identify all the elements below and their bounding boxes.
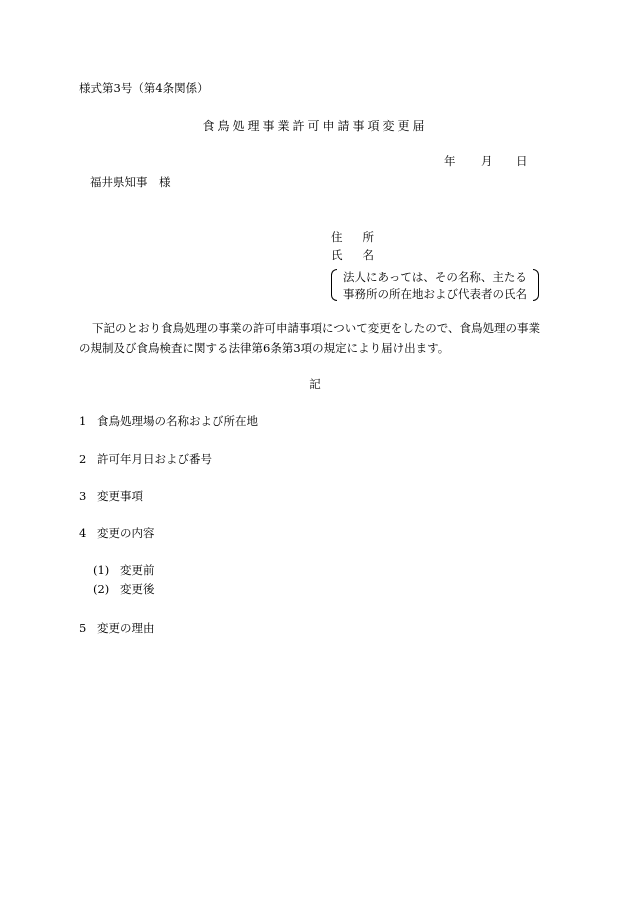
item-number: 1	[79, 414, 87, 428]
document-title: 食鳥処理事業許可申請事項変更届	[202, 119, 428, 133]
list-item	[79, 491, 143, 503]
right-bracket	[533, 269, 539, 301]
left-bracket	[331, 269, 337, 301]
sub-item-number: (2)	[93, 582, 110, 596]
sub-list-item	[93, 584, 155, 596]
address-label	[331, 232, 374, 244]
address-label-char-2: 所	[362, 230, 374, 244]
addressee: 福井県知事 様	[90, 175, 171, 189]
list-item	[79, 528, 155, 540]
item-number: 3	[79, 489, 87, 503]
body-text-line-2: の規制及び食鳥検査に関する法律第6条第3項の規定により届け出ます。	[79, 341, 450, 355]
sub-item-label: 変更前	[120, 563, 155, 577]
body-text-line-1: 下記のとおり食鳥処理の事業の許可申請事項について変更をしたので、食鳥処理の事業	[92, 321, 541, 335]
corporation-note-line-1: 法人にあっては、その名称、主たる	[343, 270, 527, 284]
ki-heading: 記	[309, 377, 321, 391]
item-label: 許可年月日および番号	[97, 452, 212, 466]
item-number: 4	[79, 526, 87, 540]
list-item	[79, 454, 212, 466]
item-label: 変更の内容	[97, 526, 155, 540]
list-item	[79, 416, 258, 428]
item-label: 変更事項	[97, 489, 143, 503]
sub-item-label: 変更後	[120, 582, 155, 596]
sub-item-number: (1)	[93, 563, 110, 577]
corporation-note	[331, 268, 539, 302]
date-day-label: 日	[516, 154, 528, 168]
item-number: 5	[79, 621, 87, 635]
form-number: 様式第3号（第4条関係）	[79, 81, 209, 95]
item-number: 2	[79, 452, 87, 466]
sub-list-item	[93, 565, 155, 577]
date-month-label: 月	[481, 154, 493, 168]
list-item	[79, 623, 155, 635]
name-label	[331, 250, 374, 262]
corporation-note-line-2: 事務所の所在地および代表者の氏名	[343, 287, 527, 301]
date-year-label: 年	[444, 154, 456, 168]
address-label-char-1: 住	[331, 230, 343, 244]
item-label: 変更の理由	[97, 621, 155, 635]
name-label-char-1: 氏	[331, 248, 343, 262]
item-label: 食鳥処理場の名称および所在地	[97, 414, 258, 428]
name-label-char-2: 名	[362, 248, 374, 262]
